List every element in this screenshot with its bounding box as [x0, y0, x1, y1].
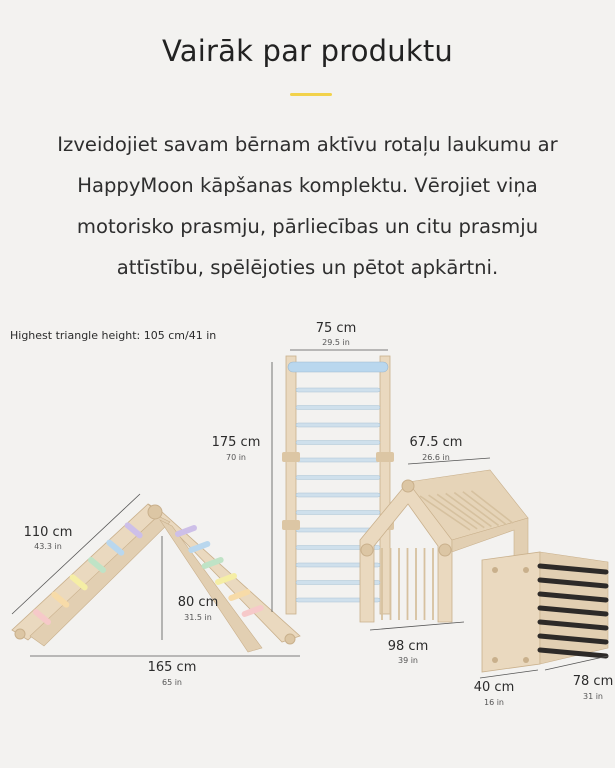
description-line-3: motorisko prasmju, pārliecības un citu prasmju [76, 215, 539, 238]
description-line-2: HappyMoon kāpšanas komplektu. Vērojiet viņa [77, 174, 538, 197]
triangle-height-in: 31.5 in [184, 613, 212, 622]
description-line-1: Izveidojiet savam bērnam aktīvu rotaļu laukumu ar [57, 133, 558, 156]
ladder-width-in: 29.5 in [322, 338, 350, 347]
ladder-rung [296, 406, 380, 410]
climbing-ladder [282, 356, 394, 614]
ladder-rung [296, 476, 380, 480]
triangle-base-in: 65 in [161, 678, 183, 687]
ladder-rung [296, 458, 380, 462]
ladder-rung [296, 493, 380, 497]
description-line-4: attīstību, spēlējoties un pētot apkārtni. [116, 256, 499, 279]
ladder-rung [296, 423, 380, 427]
triangle-height-cm: 80 cm [177, 595, 219, 610]
cube-width-cm: 40 cm [473, 680, 515, 695]
product-dimensions-illustration [0, 300, 615, 768]
arch-width-in: 26.6 in [422, 453, 450, 462]
triangle-height-note: Highest triangle height: 105 cm/41 in [10, 329, 217, 342]
section-title: Vairāk par produktu [161, 34, 453, 68]
ladder-height-in: 70 in [225, 453, 247, 462]
title-accent-line [290, 93, 332, 96]
ladder-rung [296, 388, 380, 392]
triangle-side-in: 43.3 in [34, 542, 62, 551]
triangle-base-cm: 165 cm [147, 660, 197, 675]
ladder-rung [296, 441, 380, 445]
climbing-cube [482, 552, 608, 672]
cube-depth-cm: 78 cm [572, 674, 614, 689]
ladder-rung [296, 511, 380, 515]
cube-depth-in: 31 in [582, 692, 604, 701]
arch-depth-in: 39 in [397, 656, 419, 665]
section-description [20, 124, 595, 288]
arch-width-cm: 67.5 cm [409, 435, 463, 450]
cube-width-in: 16 in [483, 698, 505, 707]
triangle-side-cm: 110 cm [23, 525, 73, 540]
arch-depth-cm: 98 cm [387, 639, 429, 654]
ladder-height-cm: 175 cm [211, 435, 261, 450]
ladder-width-cm: 75 cm [315, 321, 357, 336]
